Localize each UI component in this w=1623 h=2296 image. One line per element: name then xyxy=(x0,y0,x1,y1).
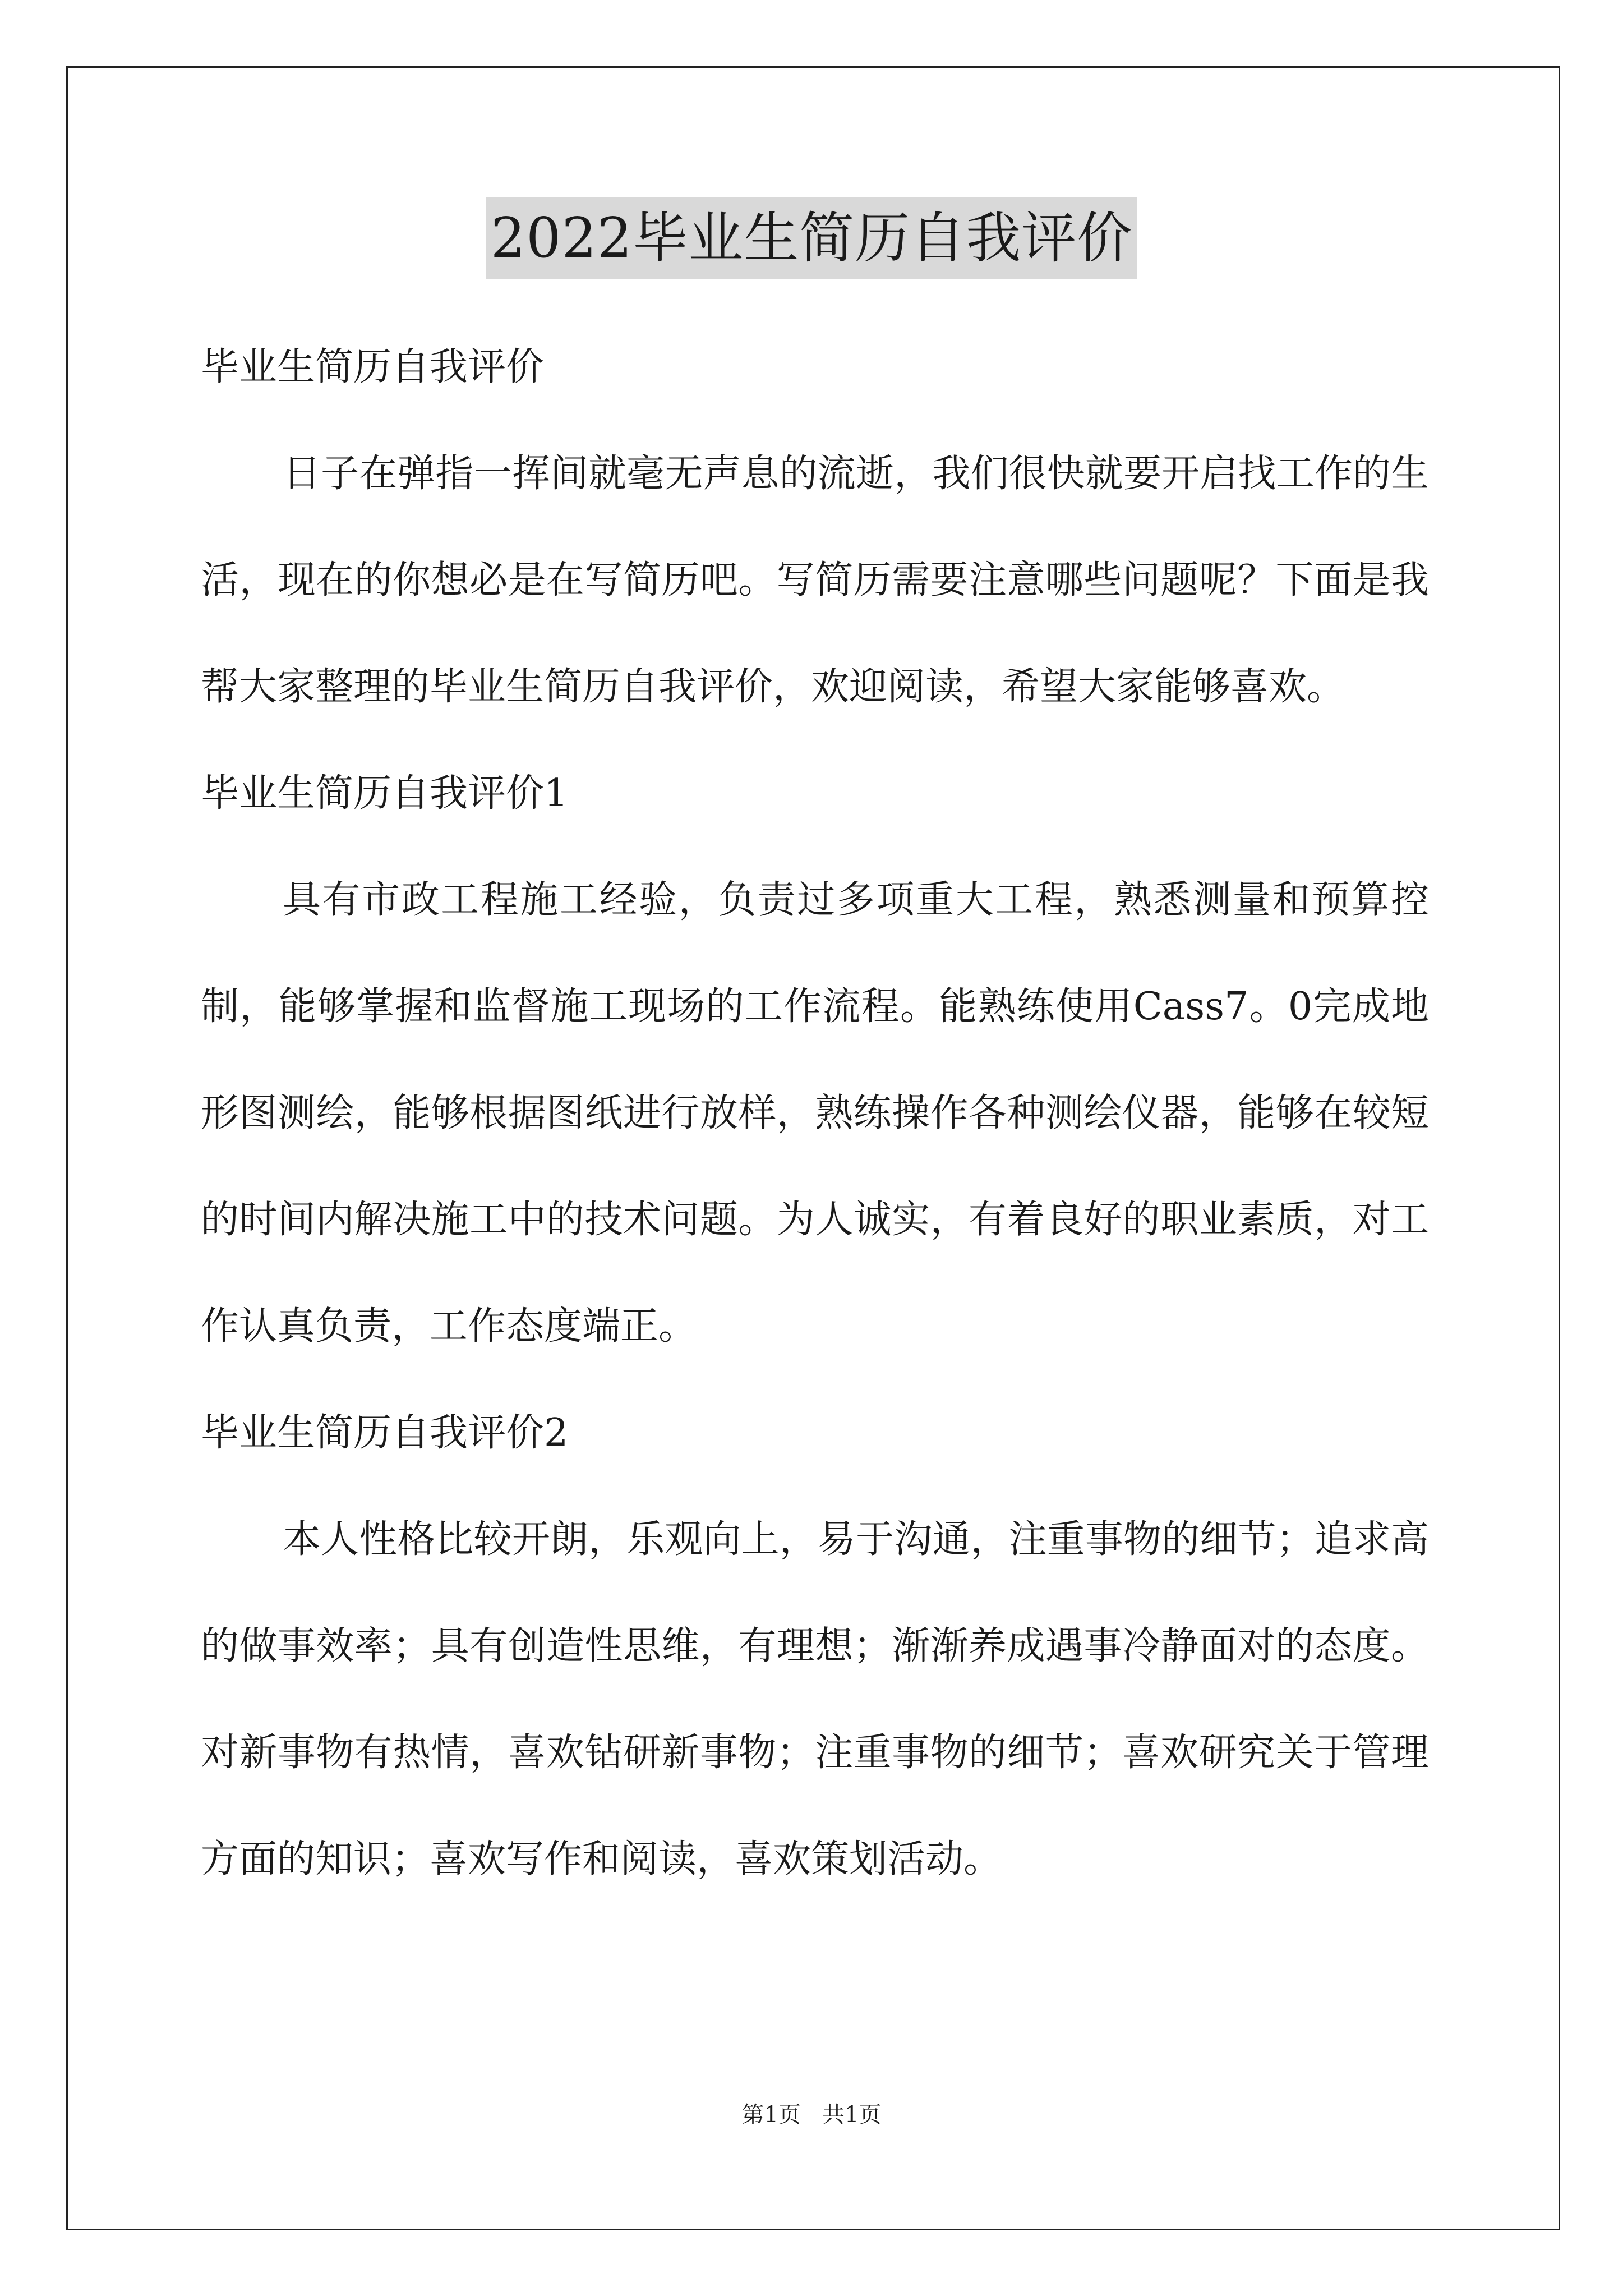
section-heading-1: 毕业生简历自我评价1 xyxy=(201,771,569,816)
page-footer: 第1页 共1页 xyxy=(741,2102,882,2128)
section-1-paragraph: 具有市政工程施工经验，负责过多项重大工程，熟悉测量和预算控制，能够掌握和监督施工现场的工作流程。能熟练使用Cass7。0完成地形图测绘，能够根据图纸进行放样，熟练操作各种测绘仪器，能够在较短的时间内解决施工中的技术问题。为人诚实，有着良好的职业素质，对工作认真负责，工作态度端正。 xyxy=(201,878,1429,1349)
document-title: 2022毕业生简历自我评价 xyxy=(486,197,1137,279)
section-2-paragraph: 本人性格比较开朗，乐观向上，易于沟通，注重事物的细节；追求高的做事效率；具有创造性思维，有理想；渐渐养成遇事冷静面对的态度。对新事物有热情，喜欢钻研新事物；注重事物的细节；喜欢研究关于管理方面的知识；喜欢写作和阅读，喜欢策划活动。 xyxy=(201,1517,1429,1881)
intro-paragraph: 日子在弹指一挥间就毫无声息的流逝，我们很快就要开启找工作的生活，现在的你想必是在写简历吧。写简历需要注意哪些问题呢？下面是我帮大家整理的毕业生简历自我评价，欢迎阅读，希望大家能够喜欢。 xyxy=(201,452,1429,709)
title-container xyxy=(0,197,1623,279)
section-heading-intro: 毕业生简历自我评价 xyxy=(201,345,545,389)
document-body xyxy=(201,314,1429,1913)
section-heading-2: 毕业生简历自我评价2 xyxy=(201,1411,569,1455)
